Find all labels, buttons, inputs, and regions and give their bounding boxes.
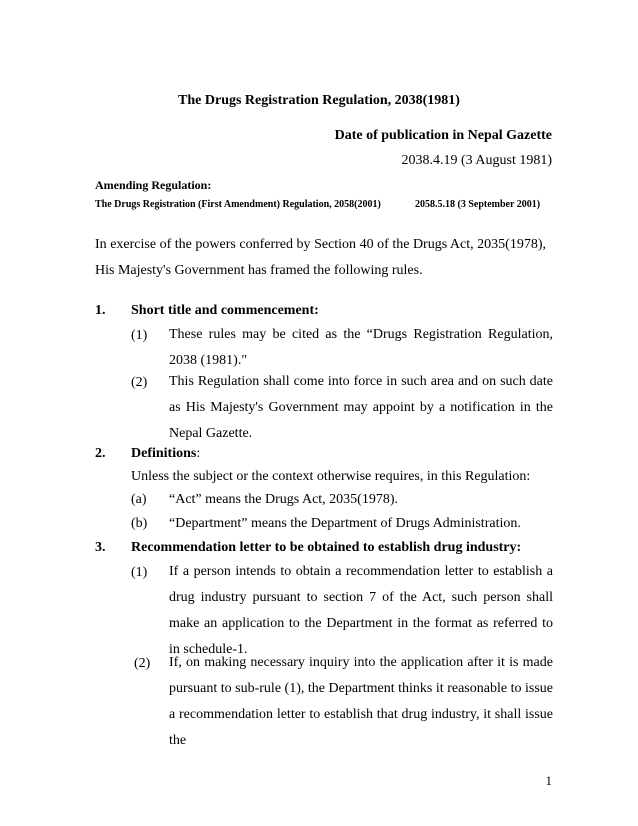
document-title: The Drugs Registration Regulation, 2038(1981): [178, 93, 460, 108]
section-2-intro: Unless the subject or the context otherwise requires, in this Regulation:: [131, 469, 531, 484]
publication-date: 2038.4.19 (3 August 1981): [401, 153, 552, 168]
section-3-title: Recommendation letter to be obtained to establish drug industry:: [131, 540, 522, 555]
amending-regulation-label: Amending Regulation:: [95, 178, 212, 192]
section-3-sub-2-text: If, on making necessary inquiry into the application after it is made pursuant to sub-rule (1), the Department thinks it reasonable to issue a recommendation letter to establish that drug industry, it shall issue the: [169, 655, 553, 748]
section-2-item-b-number: (b): [131, 516, 148, 531]
section-2-item-a-text: “Act” means the Drugs Act, 2035(1978).: [169, 492, 398, 507]
section-2-number: 2.: [95, 446, 106, 461]
section-2-title: Definitions: [131, 446, 197, 461]
section-1-sub-1-number: (1): [131, 328, 148, 343]
section-1-sub-1-text: These rules may be cited as the “Drugs Registration Regulation, 2038 (1981).": [169, 327, 553, 368]
amending-regulation-date: 2058.5.18 (3 September 2001): [415, 199, 541, 210]
preamble: In exercise of the powers conferred by Section 40 of the Drugs Act, 2035(1978), His Majesty's Government has framed the following rules.: [95, 237, 546, 278]
section-2-title-colon: :: [196, 446, 201, 461]
amending-regulation-name: The Drugs Registration (First Amendment) Regulation, 2058(2001): [95, 199, 381, 210]
section-2-item-a-number: (a): [131, 492, 147, 507]
section-3-number: 3.: [95, 540, 106, 555]
section-1-title: Short title and commencement:: [131, 303, 319, 318]
page-number: 1: [545, 773, 552, 788]
section-2-heading: [131, 446, 200, 462]
section-1-sub-2-number: (2): [131, 375, 148, 390]
publication-heading: Date of publication in Nepal Gazette: [334, 128, 552, 143]
section-2-item-b-text: “Department” means the Department of Drugs Administration.: [169, 516, 521, 531]
section-3-sub-1-text: If a person intends to obtain a recommendation letter to establish a drug industry pursuant to section 7 of the Act, such person shall make an application to the Department in the format as referred to in schedule-1.: [169, 564, 553, 657]
section-1-sub-2-text: This Regulation shall come into force in such area and on such date as His Majesty's Government may appoint by a notification in the Nepal Gazette.: [169, 374, 553, 441]
section-1-number: 1.: [95, 303, 106, 318]
section-3-sub-2-number: (2): [134, 656, 151, 671]
section-3-sub-1-number: (1): [131, 565, 148, 580]
